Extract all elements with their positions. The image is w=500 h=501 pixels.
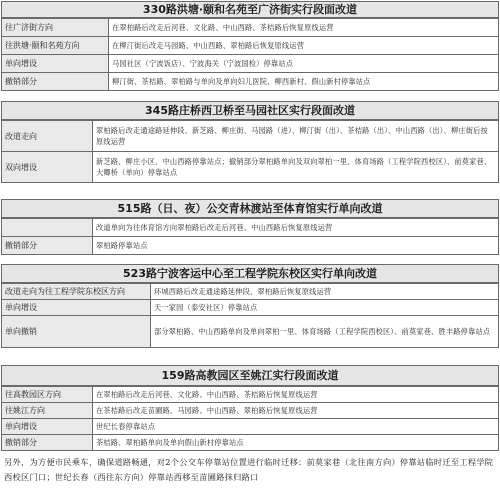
row-content: 柳汀街、茶桔路、翠柏路与单向及单向妇儿医院、柳西新村、假山新村停靠站点: [109, 73, 499, 91]
section-title: 330路洪塘·颐和名苑至广济街实行段面改道: [1, 1, 499, 18]
row-label: 往广济街方向: [2, 19, 109, 37]
table-row: [2, 316, 499, 348]
route-table: [1, 386, 499, 451]
row-label: 往洪塘·颐和名苑方向: [2, 37, 109, 55]
row-label: 单向增设: [2, 300, 151, 316]
section-title: 159路高教园区至姚江实行段面改道: [1, 365, 499, 386]
table-row: [2, 152, 499, 183]
row-content: 世纪长春停靠站点: [93, 419, 499, 435]
row-content: 茶桔路、翠柏路单向及单向假山新村停靠站点: [93, 435, 499, 451]
row-label: 撤销部分: [2, 435, 93, 451]
table-row: [2, 419, 499, 435]
footnote-paragraph: 另外，为方便市民乘车，确保道路畅通，对2个公交车停靠站位置进行临时迁移：前莫家巷（北往南方向）停靠站临时迁至工程学院西校区门口；世纪长春（西往东方向）停靠站西移至苗圃路抹归路口: [4, 457, 494, 482]
route-table: [1, 283, 499, 348]
route-345-section: [1, 101, 499, 183]
row-label: 单向增设: [2, 419, 93, 435]
section-title: 515路（日、夜）公交青林渡站至体育馆实行单向改道: [1, 199, 499, 218]
table-row: [2, 219, 499, 237]
row-content: 环城西路后改走通途路延伸段、翠柏路后恢复原线运营: [151, 284, 499, 300]
route-table: [1, 120, 499, 183]
row-label: 改道走向为往工程学院东校区方向: [2, 284, 151, 300]
table-row: [2, 435, 499, 451]
row-content: 天一家园（泰安社区）停靠站点: [151, 300, 499, 316]
row-label: 单向撤销: [2, 316, 151, 348]
row-content: 部分翠柏路、中山西路单向及单向翠柏一里、体育场路（工程学院西校区）、前莫家巷、胜丰路停靠站点: [151, 316, 499, 348]
row-content: 在柳汀街后改走马园路、中山西路、翠柏路后恢复原线运营: [109, 37, 499, 55]
section-title: 345路庄桥西卫桥至马园社区实行段面改道: [1, 101, 499, 120]
row-label: 单向增设: [2, 55, 109, 73]
row-label: 撤销部分: [2, 73, 109, 91]
table-row: [2, 121, 499, 152]
route-table: [1, 218, 499, 255]
row-label: 往高教园区方向: [2, 387, 93, 403]
row-content: 新芝路、柳庄小区、中山西路停靠站点；撤销部分翠柏路单向及双向翠柏一里、体育场路（工程学院西校区）、前莫家巷、大卿桥（单向）停靠站点: [93, 152, 499, 183]
row-label: 改道走向: [2, 121, 93, 152]
table-row: [2, 300, 499, 316]
table-row: [2, 403, 499, 419]
table-row: [2, 284, 499, 300]
section-title: 523路宁波客运中心至工程学院东校区实行单向改道: [1, 264, 499, 283]
table-row: [2, 387, 499, 403]
table-row: [2, 19, 499, 37]
row-content: 马园社区（宁波饭店）、宁波海关（宁波国检）停靠站点: [109, 55, 499, 73]
row-label: 双向增设: [2, 152, 93, 183]
table-row: [2, 73, 499, 91]
row-content: 在茶桔路后改走苗圃路、马园路、中山西路、翠柏路后恢复原线运营: [93, 403, 499, 419]
row-content: 在翠柏路后改走后河巷、文化路、中山西路、茶桔路后恢复原线运营: [93, 387, 499, 403]
table-row: [2, 37, 499, 55]
route-515-section: [1, 199, 499, 255]
row-content: 翠柏路停靠站点: [93, 237, 499, 255]
row-label: 撤销部分: [2, 237, 93, 255]
row-content: 翠柏路后改走通途路延伸段、新芝路、柳庄街、马园路（进）、柳汀街（出）、茶桔路（出）、中山西路（出）、柳庄街后按原线运营: [93, 121, 499, 152]
route-523-section: [1, 264, 499, 348]
route-159-section: [1, 365, 499, 451]
row-label: 往姚江方向: [2, 403, 93, 419]
row-content: 在翠柏路后改走后河巷、文化路、中山西路、茶桔路后恢复原线运营: [109, 19, 499, 37]
route-330-section: [1, 1, 499, 91]
table-row: [2, 237, 499, 255]
route-table: [1, 18, 499, 91]
table-row: [2, 55, 499, 73]
row-content: 改道单向为往体育馆方向翠柏路后改走后河巷、中山西路后恢复原线运营: [93, 219, 499, 237]
row-label: [2, 219, 93, 237]
